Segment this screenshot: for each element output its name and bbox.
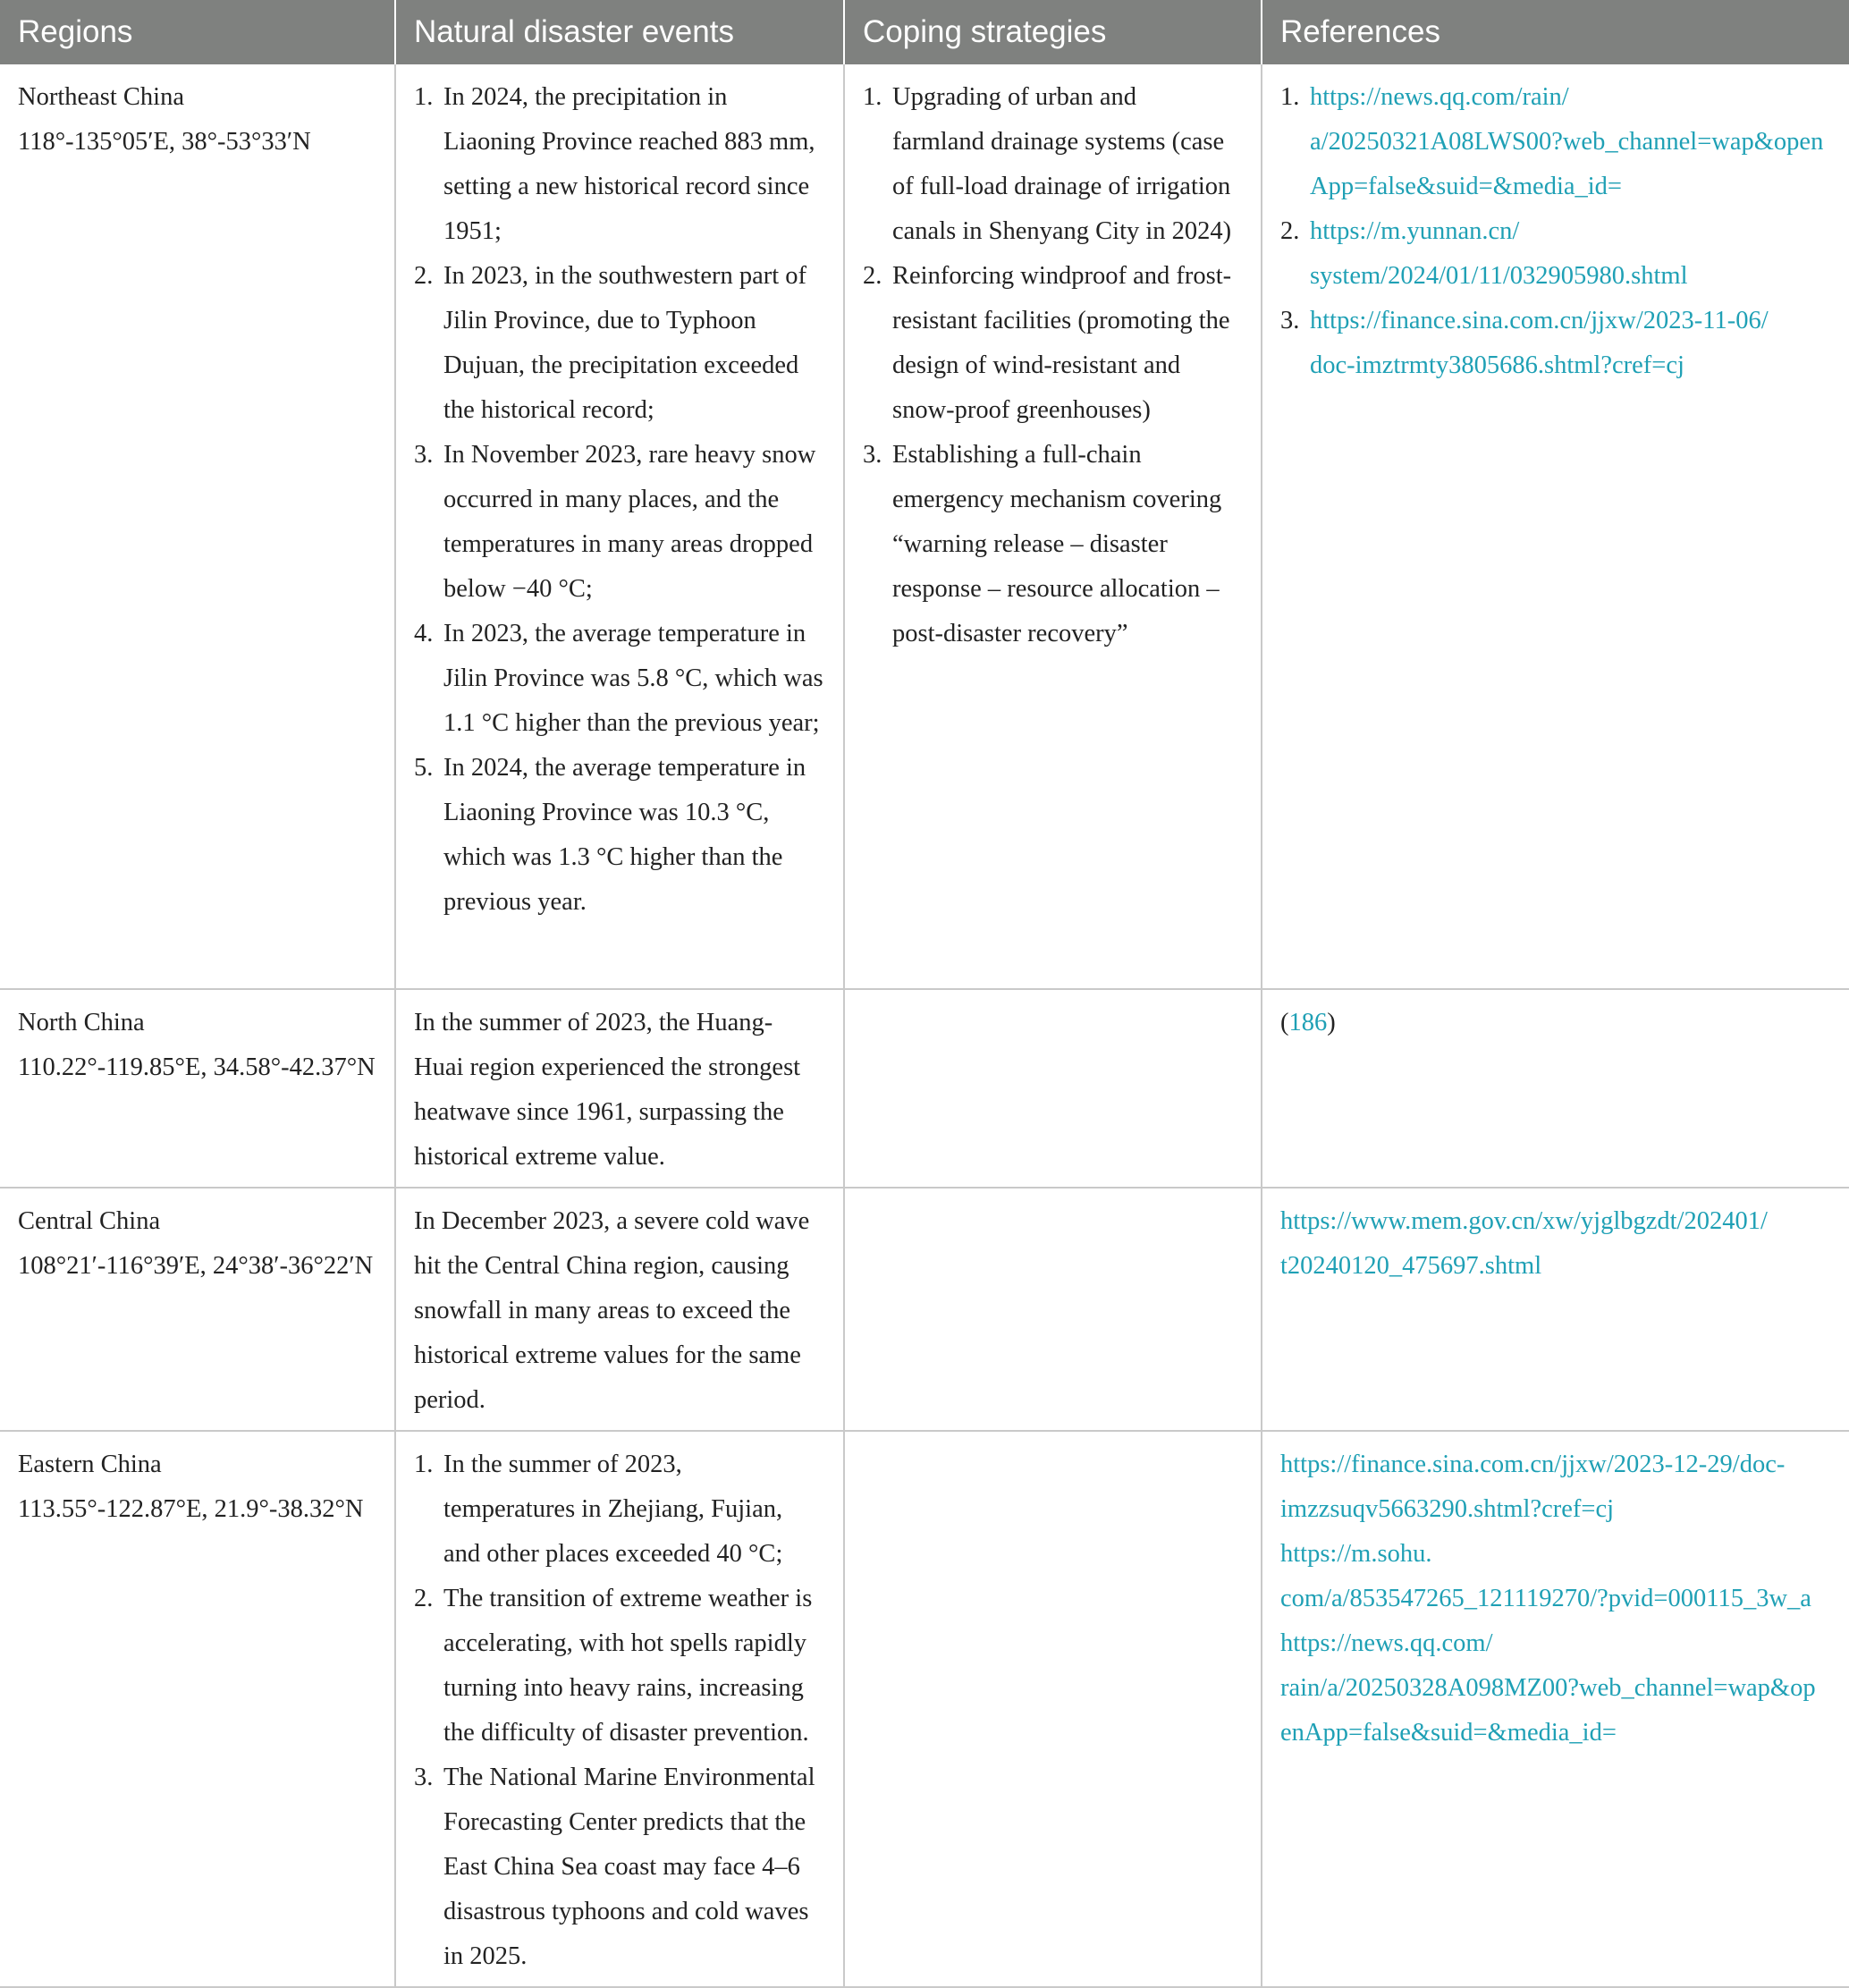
reference-link[interactable]: t20240120_475697.shtml (1280, 1252, 1542, 1280)
references-cell (1262, 1431, 1849, 1987)
reference-link[interactable]: enApp=false&suid=&media_id= (1280, 1719, 1617, 1747)
region-coordinates: 118°-135°05′E, 38°-53°33′N (18, 128, 311, 156)
list-item: 3. Establishing a full-chain emergency mechanism covering “warning release – disaster response – resource allocation – post-disaster recovery” (863, 441, 1222, 647)
list-item: 1. In the summer of 2023, temperatures in Zhejiang, Fujian, and other places exceeded 40 °C; (414, 1451, 783, 1568)
reference-link[interactable]: https://m.yunnan.cn/ (1310, 217, 1520, 245)
list-item: 5. In 2024, the average temperature in Liaoning Province was 10.3 °C, which was 1.3 °C higher than the previous year. (414, 754, 806, 916)
list-item: 3. https://finance.sina.com.cn/jjxw/2023-11-06/ doc-imztrmty3805686.shtml?cref=cj (1280, 299, 1840, 388)
strategies-cell (844, 989, 1262, 1188)
events-cell (395, 64, 844, 989)
references-cell (1262, 1188, 1849, 1431)
list-item: 3. In November 2023, rare heavy snow occurred in many places, and the temperatures in many areas dropped below −40 °C; (414, 441, 816, 603)
list-item: 3. The National Marine Environmental Forecasting Center predicts that the East China Sea coast may face 4–6 disastrous typhoons and cold waves in 2025. (414, 1764, 815, 1970)
reference-link[interactable]: doc-imztrmty3805686.shtml?cref=cj (1310, 351, 1684, 379)
citation-link[interactable]: 186 (1288, 1009, 1328, 1036)
strategies-cell (844, 1188, 1262, 1431)
events-cell (395, 1431, 844, 1987)
header-references: References (1262, 0, 1849, 64)
citation: (186) (1280, 1009, 1336, 1036)
strategies-list (863, 75, 1243, 656)
reference-link[interactable]: App=false&suid=&media_id= (1310, 173, 1622, 200)
region-name: Central China (18, 1207, 161, 1235)
references-cell (1262, 64, 1849, 989)
references-cell (1262, 989, 1849, 1188)
list-item: 2. In 2023, in the southwestern part of Jilin Province, due to Typhoon Dujuan, the precipitation exceeded the historical record; (414, 262, 807, 424)
header-natural-disaster-events: Natural disaster events (395, 0, 844, 64)
reference-link[interactable]: rain/a/20250328A098MZ00?web_channel=wap&op (1280, 1674, 1816, 1702)
table-header-row (0, 0, 1849, 64)
strategies-cell (844, 1431, 1262, 1987)
list-item: 1. In 2024, the precipitation in Liaoning Province reached 883 mm, setting a new historical record since 1951; (414, 83, 815, 245)
reference-link[interactable]: https://www.mem.gov.cn/xw/yjglbgzdt/202401/ (1280, 1207, 1768, 1235)
reference-link[interactable]: imzzsuqv5663290.shtml?cref=cj (1280, 1495, 1615, 1523)
list-item: 1. https://news.qq.com/rain/ a/20250321A08LWS00?web_channel=wap&open App=false&suid=&media_id= (1280, 75, 1840, 209)
region-name: Northeast China (18, 83, 185, 111)
region-coordinates: 113.55°-122.87°E, 21.9°-38.32°N (18, 1495, 364, 1523)
events-cell: In the summer of 2023, the Huang- Huai region experienced the strongest heatwave since 1961, surpassing the historical extreme value. (395, 989, 844, 1188)
reference-link[interactable]: system/2024/01/11/032905980.shtml (1310, 262, 1688, 290)
region-cell (0, 1188, 395, 1431)
table-row (0, 1431, 1849, 1987)
list-item: 2. The transition of extreme weather is accelerating, with hot spells rapidly turning into heavy rains, increasing the difficulty of disaster prevention. (414, 1585, 813, 1747)
region-cell (0, 64, 395, 989)
reference-link[interactable]: com/a/853547265_121119270/?pvid=000115_3w_a (1280, 1585, 1811, 1612)
events-cell: In December 2023, a severe cold wave hit the Central China region, causing snowfall in many areas to exceed the historical extreme values for the same period. (395, 1188, 844, 1431)
header-regions: Regions (0, 0, 395, 64)
reference-link[interactable]: https://m.sohu. (1280, 1540, 1432, 1568)
reference-link[interactable]: https://finance.sina.com.cn/jjxw/2023-12-29/doc- (1280, 1451, 1786, 1478)
header-coping-strategies: Coping strategies (844, 0, 1262, 64)
events-list (414, 75, 825, 925)
reference-link[interactable]: https://news.qq.com/rain/ (1310, 83, 1569, 111)
table-row (0, 64, 1849, 989)
region-cell (0, 1431, 395, 1987)
region-cell (0, 989, 395, 1188)
region-coordinates: 110.22°-119.85°E, 34.58°-42.37°N (18, 1053, 376, 1081)
reference-link[interactable]: a/20250321A08LWS00?web_channel=wap&open (1310, 128, 1824, 156)
list-item: 1. Upgrading of urban and farmland drainage systems (case of full-load drainage of irrigation canals in Shenyang City in 2024) (863, 83, 1232, 245)
region-coordinates: 108°21′-116°39′E, 24°38′-36°22′N (18, 1252, 374, 1280)
reference-link[interactable]: https://news.qq.com/ (1280, 1629, 1493, 1657)
region-name: North China (18, 1009, 145, 1036)
table-row (0, 1188, 1849, 1431)
reference-link[interactable]: https://finance.sina.com.cn/jjxw/2023-11-06/ (1310, 307, 1769, 334)
region-name: Eastern China (18, 1451, 162, 1478)
strategies-cell (844, 64, 1262, 989)
events-list (414, 1442, 825, 1979)
list-item: 2. https://m.yunnan.cn/ system/2024/01/11/032905980.shtml (1280, 209, 1840, 299)
table-row (0, 989, 1849, 1188)
list-item: 4. In 2023, the average temperature in Jilin Province was 5.8 °C, which was 1.1 °C higher than the previous year; (414, 620, 823, 737)
list-item: 2. Reinforcing windproof and frost- resistant facilities (promoting the design of wind-resistant and snow-proof greenhouses) (863, 262, 1232, 424)
references-list (1280, 75, 1840, 388)
